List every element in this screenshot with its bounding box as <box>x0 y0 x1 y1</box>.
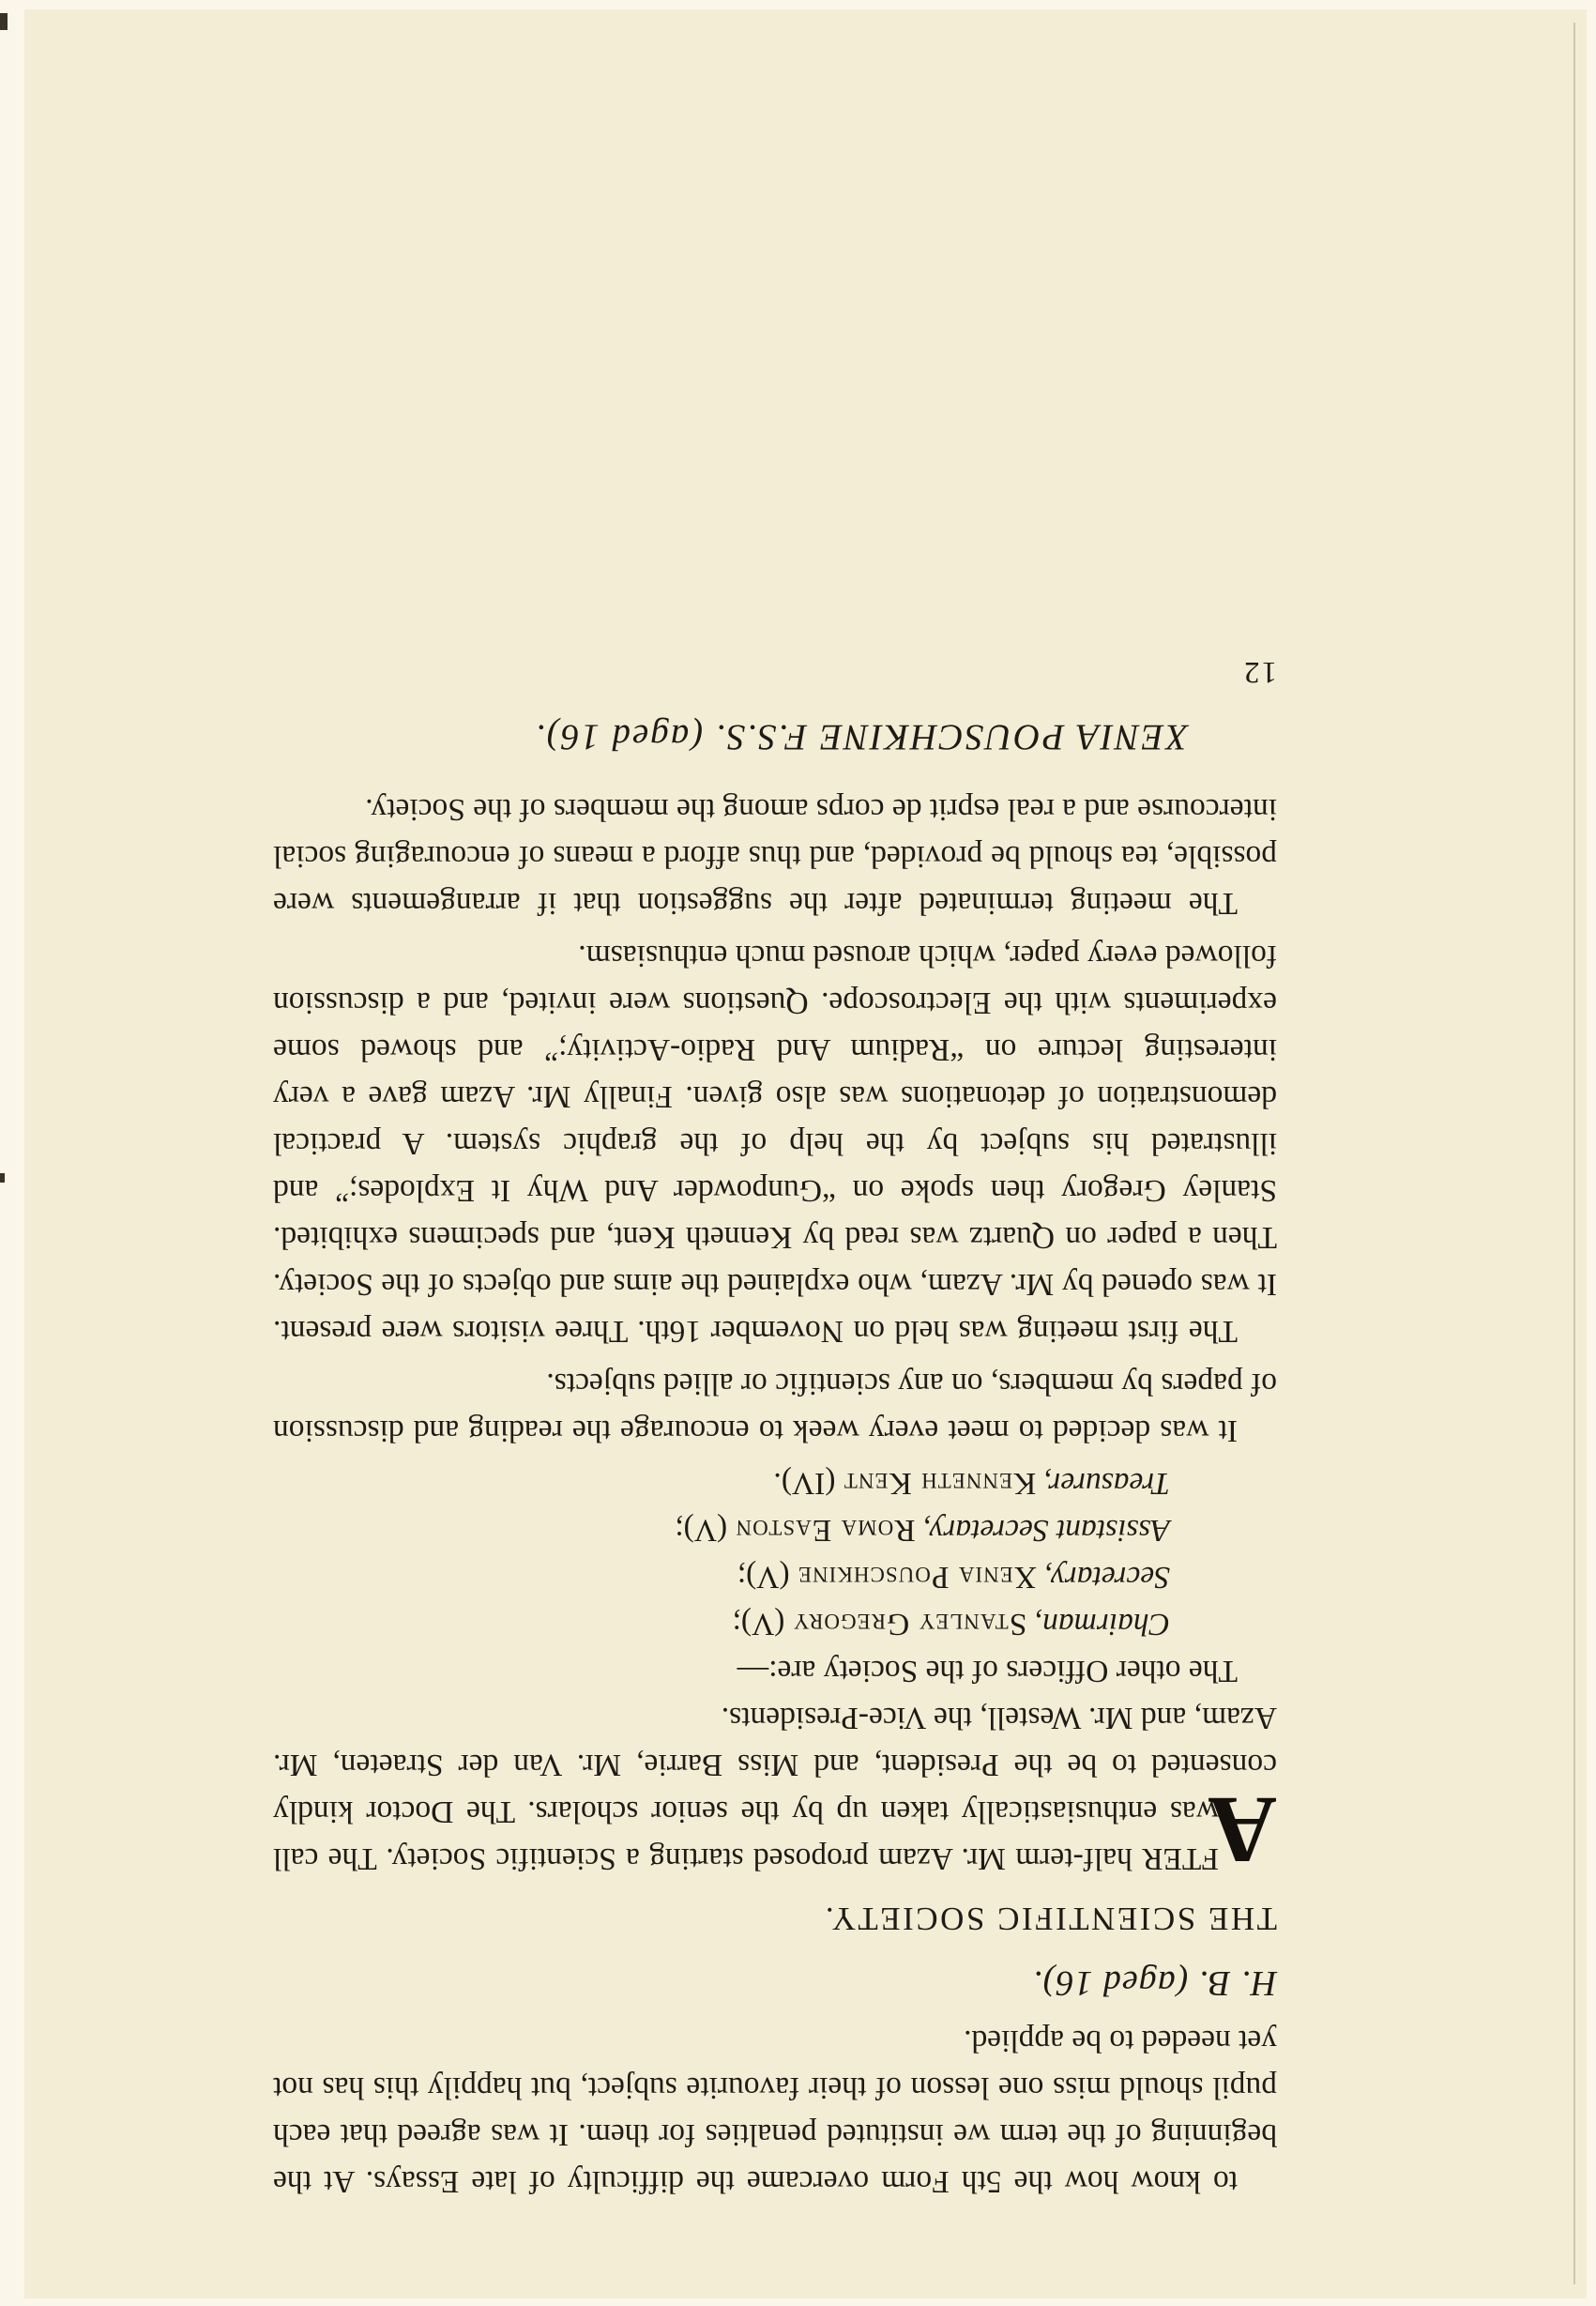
intro-paragraph: to know how the 5th Form overcame the difficulty of late Essays. At the beginning of the term we instituted penalties for them. It was agreed that each pupil should miss one lesson of their favourite subject, but happily this has not yet needed to be applied. <box>273 2023 1277 2199</box>
officer-entry <box>273 1600 1170 1647</box>
officer-role: Secretary, <box>1044 1560 1170 1595</box>
officer-entry <box>273 1553 1170 1600</box>
officer-entry <box>273 1459 1170 1506</box>
officer-name: Stanley Gregory <box>792 1607 1027 1642</box>
officer-role: Chairman, <box>1034 1607 1170 1642</box>
first-meeting-paragraph: The first meeting was held on November 16th. Three visitors were present. It was opened by Mr. Azam, who explained the aims and objects of the Society. Then a paper on Quartz was read by Kenneth Kent, and specimens exhibited. Stanley Gregory then spoke on “Gunpowder And Why It Explodes;” and illustrated his subject by the help of the graphic system. A practical demonstration of detonations was also given. Finally Mr. Azam gave a very interesting lecture on “Radium And Radio-Activity;” and showed some experiments with the Electroscope. Questions were invited, and a discussion followed every paper, which aroused much enthusiasm. <box>273 939 1277 1349</box>
officer-role: Assistant Secretary, <box>922 1513 1170 1548</box>
section-heading: THE SCIENTIFIC SOCIETY. <box>823 1901 1277 1937</box>
drop-cap: A <box>1208 1777 1277 1883</box>
officer-name: Roma Easton <box>735 1513 916 1548</box>
officer-name: Xenia Pouschkine <box>797 1560 1037 1595</box>
text-column <box>273 649 1277 2205</box>
officer-role: Treasurer, <box>1043 1466 1170 1501</box>
officer-name: Kenneth Kent <box>843 1466 1037 1501</box>
officer-form: (V); <box>675 1513 728 1548</box>
meeting-plan-paragraph: It was decided to meet every week to encourage the reading and discussion of papers by members, on any scientific or allied subjects. <box>273 1367 1277 1448</box>
opening-paragraph: FTER half-term Mr. Azam proposed starting a Scientific Society. The call was enthusiastically taken up by the senior scholars. The Doctor kindly consented to be the President, and Miss Barrie, Mr. Van der Straeten, Mr. Azam, and Mr. Westell, the Vice-Presidents. <box>273 1701 1277 1876</box>
officers-list <box>273 1459 1277 1647</box>
closing-paragraph: The meeting terminated after the suggestion that if arrangements were possible, tea should be provided, and thus afford a means of encouraging social intercourse and a real esprit de corps among the members of the Society. <box>273 792 1277 921</box>
officer-form: (IV). <box>773 1466 836 1501</box>
closing-signature: XENIA POUSCHKINE F.S.S. (aged 16). <box>533 717 1188 757</box>
intro-signature: H. B. (aged 16). <box>1032 1963 1277 2003</box>
officers-intro: The other Officers of the Society are:— <box>737 1654 1238 1688</box>
officer-form: (V); <box>732 1607 785 1642</box>
page-number: 12 <box>1242 655 1277 689</box>
opening-paragraph-block <box>273 1694 1277 1882</box>
officer-form: (V); <box>737 1560 790 1595</box>
officer-entry <box>273 1506 1170 1553</box>
